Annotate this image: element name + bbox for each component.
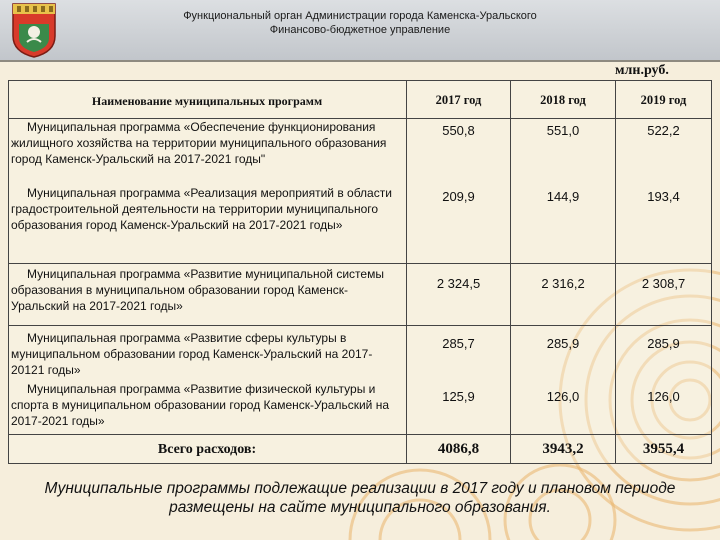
programs-table (8, 80, 712, 464)
program-name-cell (9, 381, 407, 434)
total-2017: 4086,8 (407, 435, 511, 464)
total-2018: 3943,2 (511, 435, 616, 464)
value-2019: 193,4 (647, 189, 680, 204)
program-name: Муниципальная программа «Развитие муниципальной системы образования в муниципальном образовании город Каменск-Уральский на 2017-2021 годы» (11, 267, 384, 313)
value-2019: 126,0 (647, 389, 680, 404)
city-coat-of-arms-icon (11, 2, 57, 58)
value-2017: 2 324,5 (407, 264, 511, 325)
column-header-2018: 2018 год (511, 81, 616, 118)
table-row (9, 326, 711, 381)
value-2019: 2 308,7 (641, 276, 686, 291)
program-name-cell (9, 264, 407, 325)
org-title: Функциональный орган Администрации города Каменска-Уральского (183, 10, 537, 22)
program-name: Муниципальная программа «Развитие физической культуры и спорта в муниципальном образовании город Каменск-Уральский на 2017-2021 годы» (11, 382, 389, 428)
table-total-row (9, 435, 711, 464)
value-2019: 285,9 (647, 336, 680, 351)
value-2017: 550,8 (407, 119, 511, 185)
org-subtitle: Финансово-бюджетное управление (269, 24, 451, 36)
value-2018: 2 316,2 (511, 264, 616, 325)
value-2018: 285,9 (511, 326, 616, 381)
table-row (9, 381, 711, 435)
program-name: Муниципальная программа «Развитие сферы культуры в муниципальном образовании город Каменск-Уральский на 2017-20121 годы» (11, 331, 373, 377)
column-header-2017: 2017 год (407, 81, 511, 118)
table-header-row (9, 81, 711, 119)
units-label: млн.руб. (615, 63, 669, 78)
total-2019: 3955,4 (642, 441, 685, 457)
value-2018: 144,9 (511, 185, 616, 263)
footnote-text: Муниципальные программы подлежащие реализации в 2017 году и плановом периоде размещены на сайте муниципального образования. (44, 480, 676, 516)
program-name-cell (9, 185, 407, 263)
column-header-2019: 2019 год (640, 93, 687, 107)
value-2017: 285,7 (407, 326, 511, 381)
program-name-cell (9, 326, 407, 381)
program-name: Муниципальная программа «Реализация мероприятий в области градостроительной деятельности на территории муниципального образования город Каменск-Уральский на 2017-2021 годы» (11, 186, 392, 232)
table-row (9, 119, 711, 185)
value-2018: 551,0 (511, 119, 616, 185)
page-header (0, 0, 720, 62)
program-name: Муниципальная программа «Обеспечение функционирования жилищного хозяйства на территории муниципального образования город Каменск-Уральский на 2017-2021 годы" (11, 120, 387, 166)
value-2017: 209,9 (407, 185, 511, 263)
value-2017: 125,9 (407, 381, 511, 434)
column-header-name: Наименование муниципальных программ (9, 81, 407, 118)
table-row (9, 185, 711, 264)
program-name-cell (9, 119, 407, 185)
value-2019: 522,2 (647, 123, 680, 138)
total-label: Всего расходов: (9, 435, 407, 464)
table-row (9, 264, 711, 326)
value-2018: 126,0 (511, 381, 616, 434)
